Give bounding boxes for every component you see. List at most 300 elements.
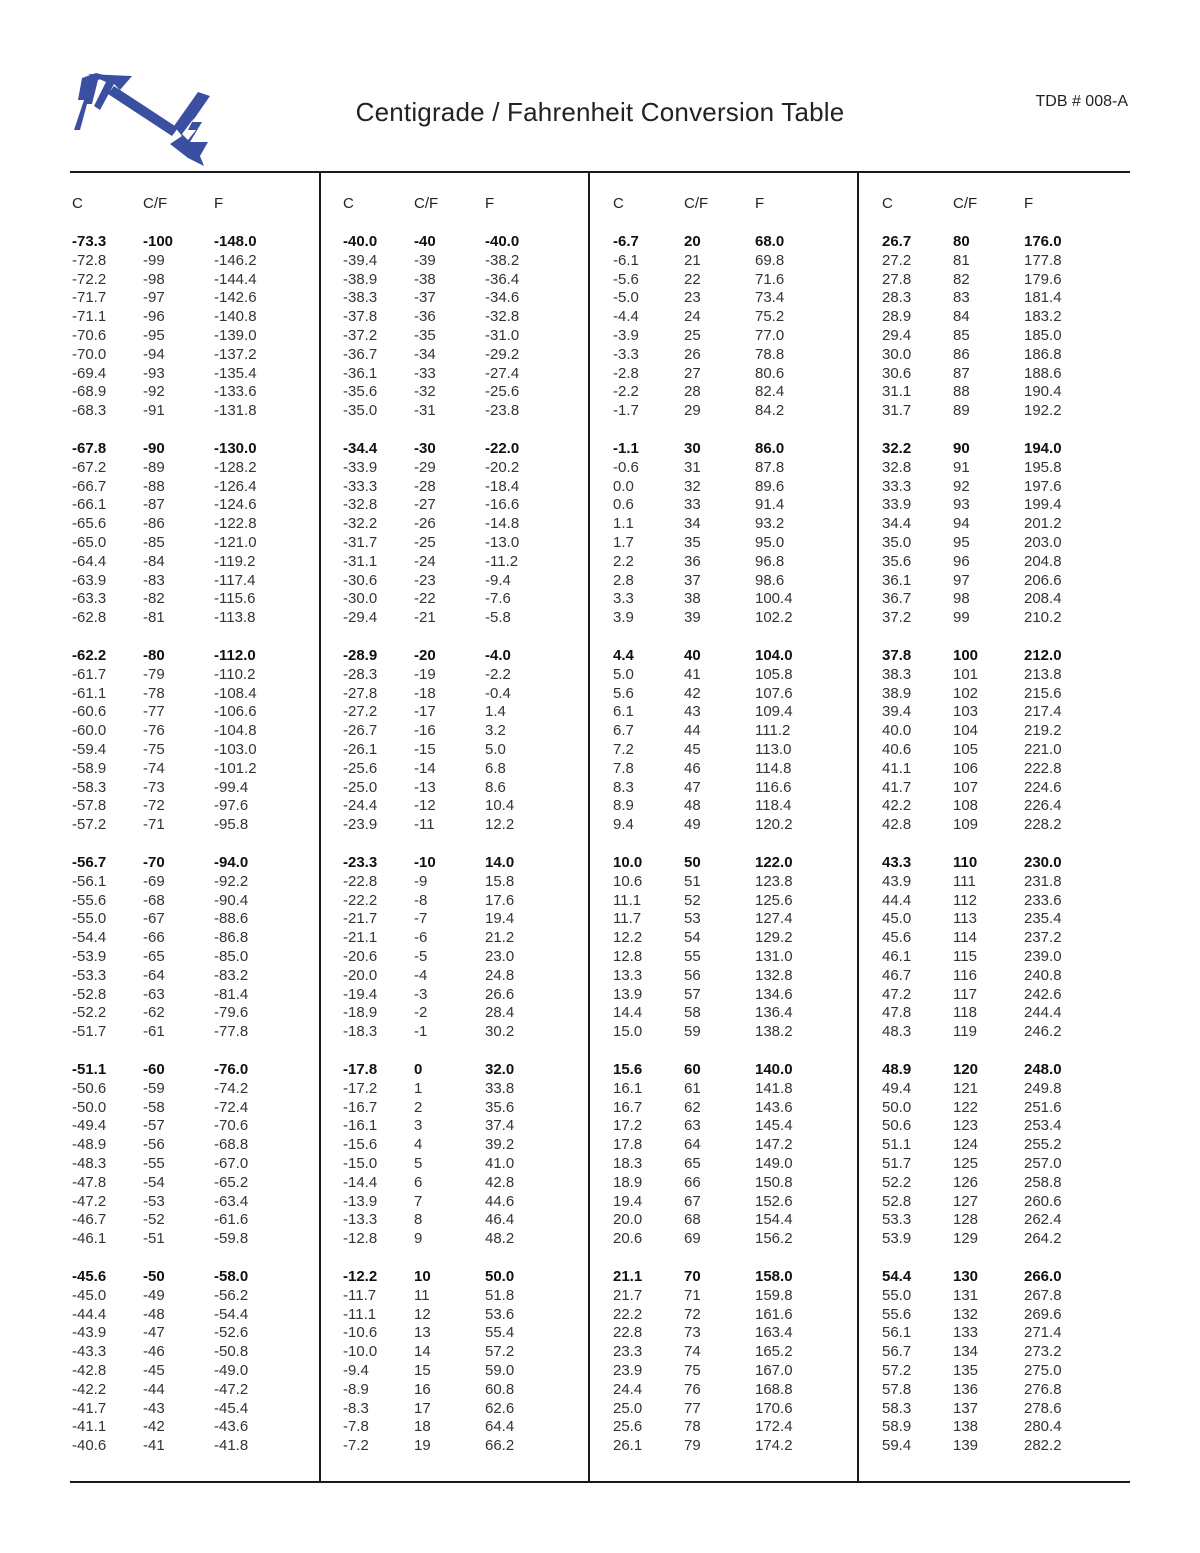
- fahrenheit-cell: 167.0: [755, 1361, 793, 1379]
- reference-cell: -100: [143, 233, 174, 250]
- celsius-cell: -63.9: [72, 571, 107, 589]
- reference-cell: 66: [684, 1173, 701, 1191]
- celsius-cell: -47.2: [72, 1192, 107, 1210]
- table-row: [341, 1004, 601, 1023]
- table-row: [70, 873, 330, 892]
- reference-cell: -36: [414, 308, 436, 326]
- reference-cell: 50: [684, 854, 701, 871]
- reference-cell: -74: [143, 759, 165, 777]
- reference-cell: -66: [143, 929, 165, 947]
- table-row: [341, 1099, 601, 1118]
- table-row: [341, 929, 601, 948]
- celsius-cell: 22.2: [613, 1305, 643, 1323]
- table-row: [341, 327, 601, 346]
- reference-cell: 52: [684, 891, 701, 909]
- reference-cell: 64: [684, 1136, 701, 1154]
- table-row: [611, 779, 871, 798]
- reference-cell: 121: [953, 1079, 979, 1097]
- fahrenheit-cell: -38.2: [485, 251, 520, 269]
- celsius-cell: -21.1: [343, 929, 378, 947]
- fahrenheit-cell: 219.2: [1024, 722, 1062, 740]
- table-row: [341, 553, 601, 572]
- table-row: [880, 534, 1140, 553]
- celsius-cell: 37.2: [882, 609, 912, 627]
- table-row: [880, 647, 1140, 666]
- table-row: [880, 1211, 1140, 1230]
- reference-cell: -60: [143, 1061, 165, 1078]
- celsius-cell: 10.6: [613, 872, 643, 890]
- reference-cell: 28: [684, 383, 701, 401]
- table-row: [70, 1004, 330, 1023]
- celsius-cell: 35.6: [882, 552, 912, 570]
- celsius-cell: -15.0: [343, 1154, 378, 1172]
- celsius-cell: -20.0: [343, 966, 378, 984]
- fahrenheit-cell: 84.2: [755, 402, 785, 420]
- table-row: [880, 1117, 1140, 1136]
- reference-cell: -5: [414, 947, 428, 965]
- table-row: [70, 1230, 330, 1249]
- celsius-cell: -26.7: [343, 722, 378, 740]
- celsius-cell: 6.1: [613, 703, 634, 721]
- celsius-cell: -37.8: [343, 308, 378, 326]
- table-row: [880, 1306, 1140, 1325]
- celsius-cell: 52.8: [882, 1192, 912, 1210]
- celsius-cell: -42.8: [72, 1361, 107, 1379]
- fahrenheit-cell: 35.6: [485, 1098, 515, 1116]
- reference-cell: -50: [143, 1268, 165, 1285]
- table-row: [70, 1362, 330, 1381]
- celsius-cell: 45.6: [882, 929, 912, 947]
- document-code: TDB # 008-A: [1035, 93, 1128, 110]
- row-group: [341, 233, 601, 440]
- celsius-cell: 11.1: [613, 891, 642, 909]
- table-row: [341, 1230, 601, 1249]
- table-row: [611, 986, 871, 1005]
- celsius-cell: 20.6: [613, 1230, 643, 1248]
- table-row: [611, 703, 871, 722]
- celsius-cell: -66.7: [72, 477, 107, 495]
- celsius-cell: 53.3: [882, 1211, 912, 1229]
- fahrenheit-cell: 276.8: [1024, 1380, 1062, 1398]
- celsius-cell: -7.8: [343, 1418, 369, 1436]
- celsius-cell: -65.6: [72, 515, 107, 533]
- table-row: [341, 271, 601, 290]
- celsius-cell: -0.6: [613, 458, 639, 476]
- celsius-cell: -39.4: [343, 251, 378, 269]
- table-row: [880, 515, 1140, 534]
- reference-cell: 0: [414, 1061, 423, 1078]
- table-row: [880, 609, 1140, 628]
- reference-cell: 9: [414, 1230, 423, 1248]
- reference-cell: -62: [143, 1004, 165, 1022]
- reference-cell: 128: [953, 1211, 979, 1229]
- fahrenheit-cell: -61.6: [214, 1211, 249, 1229]
- reference-cell: -53: [143, 1192, 165, 1210]
- reference-cell: -64: [143, 966, 165, 984]
- reference-cell: 114: [953, 929, 977, 947]
- reference-cell: 94: [953, 515, 970, 533]
- celsius-cell: 46.7: [882, 966, 912, 984]
- reference-cell: 76: [684, 1380, 701, 1398]
- fahrenheit-cell: 77.0: [755, 326, 785, 344]
- reference-cell: 34: [684, 515, 701, 533]
- celsius-cell: 47.8: [882, 1004, 912, 1022]
- reference-cell: 77: [684, 1399, 701, 1417]
- table-row: [341, 741, 601, 760]
- celsius-cell: 36.7: [882, 590, 912, 608]
- celsius-cell: -32.8: [343, 496, 378, 514]
- table-row: [70, 1400, 330, 1419]
- table-row: [341, 722, 601, 741]
- fahrenheit-cell: -101.2: [214, 759, 257, 777]
- fahrenheit-cell: -23.8: [485, 402, 520, 420]
- reference-cell: -56: [143, 1136, 165, 1154]
- reference-cell: 98: [953, 590, 970, 608]
- reference-cell: -58: [143, 1098, 165, 1116]
- fahrenheit-cell: -124.6: [214, 496, 257, 514]
- reference-cell: 67: [684, 1192, 701, 1210]
- reference-cell: 32: [684, 477, 701, 495]
- table-row: [70, 383, 330, 402]
- celsius-cell: -45.0: [72, 1286, 107, 1304]
- table-row: [880, 1418, 1140, 1437]
- fahrenheit-cell: 273.2: [1024, 1343, 1062, 1361]
- fahrenheit-cell: 239.0: [1024, 947, 1062, 965]
- celsius-cell: -70.6: [72, 326, 107, 344]
- celsius-cell: 55.0: [882, 1286, 912, 1304]
- table-row: [611, 590, 871, 609]
- reference-cell: -38: [414, 270, 436, 288]
- reference-cell: 82: [953, 270, 970, 288]
- row-group: [70, 854, 330, 1061]
- celsius-cell: 7.8: [613, 759, 634, 777]
- fahrenheit-cell: 48.2: [485, 1230, 515, 1248]
- reference-cell: 54: [684, 929, 701, 947]
- table-row: [611, 1287, 871, 1306]
- reference-cell: 57: [684, 985, 701, 1003]
- fahrenheit-cell: 109.4: [755, 703, 793, 721]
- column-header-f: F: [755, 195, 765, 212]
- celsius-cell: 57.2: [882, 1361, 912, 1379]
- celsius-cell: -62.2: [72, 647, 107, 664]
- celsius-cell: 22.8: [613, 1324, 643, 1342]
- fahrenheit-cell: -54.4: [214, 1305, 249, 1323]
- table-row: [611, 553, 871, 572]
- reference-cell: -1: [414, 1023, 428, 1041]
- celsius-cell: 55.6: [882, 1305, 912, 1323]
- reference-cell: 116: [953, 966, 977, 984]
- reference-cell: -43: [143, 1399, 165, 1417]
- table-row: [880, 741, 1140, 760]
- celsius-cell: -68.3: [72, 402, 107, 420]
- reference-cell: 72: [684, 1305, 701, 1323]
- table-row: [611, 346, 871, 365]
- table-row: [341, 308, 601, 327]
- fahrenheit-cell: 62.6: [485, 1399, 515, 1417]
- fahrenheit-cell: 275.0: [1024, 1361, 1062, 1379]
- fahrenheit-cell: 129.2: [755, 929, 793, 947]
- fahrenheit-cell: -45.4: [214, 1399, 249, 1417]
- fahrenheit-cell: -115.6: [214, 590, 256, 608]
- reference-cell: -34: [414, 345, 436, 363]
- celsius-cell: 4.4: [613, 647, 634, 664]
- table-row: [880, 1174, 1140, 1193]
- fahrenheit-cell: 5.0: [485, 740, 506, 758]
- celsius-cell: -18.3: [343, 1023, 378, 1041]
- fahrenheit-cell: 192.2: [1024, 402, 1062, 420]
- fahrenheit-cell: 44.6: [485, 1192, 515, 1210]
- celsius-cell: -13.9: [343, 1192, 378, 1210]
- celsius-cell: 36.1: [882, 571, 912, 589]
- celsius-cell: 50.6: [882, 1117, 912, 1135]
- reference-cell: 61: [684, 1079, 701, 1097]
- fahrenheit-cell: 208.4: [1024, 590, 1062, 608]
- fahrenheit-cell: 206.6: [1024, 571, 1062, 589]
- row-group: [611, 1268, 871, 1475]
- reference-cell: -49: [143, 1286, 165, 1304]
- table-row: [341, 948, 601, 967]
- table-row: [70, 327, 330, 346]
- fahrenheit-cell: -103.0: [214, 740, 257, 758]
- table-row: [70, 1061, 330, 1080]
- fahrenheit-cell: -74.2: [214, 1079, 249, 1097]
- celsius-cell: -1.1: [613, 440, 639, 457]
- table-row: [611, 271, 871, 290]
- reference-cell: 130: [953, 1268, 979, 1285]
- fahrenheit-cell: -76.0: [214, 1061, 249, 1078]
- reference-cell: -6: [414, 929, 428, 947]
- celsius-cell: 24.4: [613, 1380, 643, 1398]
- column-header-c: C: [882, 195, 893, 212]
- table-row: [70, 1099, 330, 1118]
- reference-cell: 45: [684, 740, 701, 758]
- reference-cell: 43: [684, 703, 701, 721]
- reference-cell: 106: [953, 759, 979, 777]
- fahrenheit-cell: 19.4: [485, 910, 515, 928]
- fahrenheit-cell: 255.2: [1024, 1136, 1062, 1154]
- celsius-cell: -23.3: [343, 854, 378, 871]
- fahrenheit-cell: 221.0: [1024, 740, 1062, 758]
- fahrenheit-cell: 226.4: [1024, 797, 1062, 815]
- table-row: [611, 1061, 871, 1080]
- reference-cell: 100: [953, 647, 979, 664]
- table-row: [611, 1381, 871, 1400]
- celsius-cell: 59.4: [882, 1437, 912, 1455]
- celsius-cell: 46.1: [882, 947, 912, 965]
- table-row: [70, 1136, 330, 1155]
- table-row: [880, 797, 1140, 816]
- reference-cell: -40: [414, 233, 436, 250]
- table-row: [341, 685, 601, 704]
- reference-cell: -71: [143, 816, 165, 834]
- reference-cell: 63: [684, 1117, 701, 1135]
- reference-cell: -27: [414, 496, 436, 514]
- row-group: [880, 1061, 1140, 1268]
- fahrenheit-cell: 190.4: [1024, 383, 1062, 401]
- table-row: [341, 1418, 601, 1437]
- fahrenheit-cell: 185.0: [1024, 326, 1062, 344]
- table-row: [70, 1306, 330, 1325]
- celsius-cell: -46.1: [72, 1230, 107, 1248]
- fahrenheit-cell: -88.6: [214, 910, 249, 928]
- table-row: [880, 1193, 1140, 1212]
- celsius-cell: 13.9: [613, 985, 643, 1003]
- fahrenheit-cell: -13.0: [485, 533, 520, 551]
- table-row: [341, 1080, 601, 1099]
- celsius-cell: 34.4: [882, 515, 912, 533]
- table-row: [341, 1287, 601, 1306]
- celsius-cell: -30.6: [343, 571, 378, 589]
- fahrenheit-cell: 69.8: [755, 251, 785, 269]
- table-row: [611, 534, 871, 553]
- table-row: [70, 478, 330, 497]
- reference-cell: 68: [684, 1211, 701, 1229]
- fahrenheit-cell: -137.2: [214, 345, 257, 363]
- reference-cell: -94: [143, 345, 165, 363]
- reference-cell: -61: [143, 1023, 165, 1041]
- reference-cell: 113: [953, 910, 977, 928]
- celsius-cell: -43.3: [72, 1343, 107, 1361]
- celsius-cell: 16.1: [613, 1079, 643, 1097]
- table-row: [611, 1230, 871, 1249]
- fahrenheit-cell: 71.6: [755, 270, 785, 288]
- reference-cell: -67: [143, 910, 165, 928]
- reference-cell: -54: [143, 1173, 165, 1191]
- reference-cell: -57: [143, 1117, 165, 1135]
- celsius-cell: -16.1: [343, 1117, 378, 1135]
- reference-cell: 12: [414, 1305, 431, 1323]
- fahrenheit-cell: 75.2: [755, 308, 785, 326]
- reference-cell: -70: [143, 854, 165, 871]
- celsius-cell: 57.8: [882, 1380, 912, 1398]
- reference-cell: -23: [414, 571, 436, 589]
- table-row: [341, 609, 601, 628]
- table-row: [611, 327, 871, 346]
- reference-cell: -18: [414, 684, 436, 702]
- celsius-cell: 26.1: [613, 1437, 643, 1455]
- celsius-cell: -8.3: [343, 1399, 369, 1417]
- celsius-cell: -67.2: [72, 458, 107, 476]
- table-row: [341, 892, 601, 911]
- fahrenheit-cell: -9.4: [485, 571, 511, 589]
- reference-cell: 47: [684, 778, 701, 796]
- reference-cell: 107: [953, 778, 979, 796]
- fahrenheit-cell: 111.2: [755, 722, 791, 740]
- celsius-cell: -60.6: [72, 703, 107, 721]
- table-row: [880, 873, 1140, 892]
- table-row: [70, 515, 330, 534]
- fahrenheit-cell: 3.2: [485, 722, 506, 740]
- celsius-cell: -49.4: [72, 1117, 107, 1135]
- fahrenheit-cell: -126.4: [214, 477, 257, 495]
- table-row: [611, 1023, 871, 1042]
- reference-cell: 117: [953, 985, 977, 1003]
- celsius-cell: 30.0: [882, 345, 912, 363]
- fahrenheit-cell: 64.4: [485, 1418, 515, 1436]
- row-group: [611, 1061, 871, 1268]
- fahrenheit-cell: 39.2: [485, 1136, 515, 1154]
- reference-cell: 115: [953, 947, 977, 965]
- fahrenheit-cell: 125.6: [755, 891, 793, 909]
- celsius-cell: -11.7: [343, 1286, 377, 1304]
- celsius-cell: 42.8: [882, 816, 912, 834]
- reference-cell: 97: [953, 571, 970, 589]
- fahrenheit-cell: 172.4: [755, 1418, 793, 1436]
- reference-cell: 3: [414, 1117, 423, 1135]
- celsius-cell: -52.8: [72, 985, 107, 1003]
- table-row: [880, 440, 1140, 459]
- table-row: [880, 1061, 1140, 1080]
- table-row: [70, 647, 330, 666]
- table-row: [880, 666, 1140, 685]
- table-row: [70, 892, 330, 911]
- celsius-cell: -5.0: [613, 289, 639, 307]
- table-row: [880, 1136, 1140, 1155]
- table-row: [70, 854, 330, 873]
- fahrenheit-cell: 147.2: [755, 1136, 793, 1154]
- table-row: [341, 383, 601, 402]
- reference-cell: -41: [143, 1437, 165, 1455]
- table-row: [70, 289, 330, 308]
- table-row: [70, 365, 330, 384]
- table-row: [611, 289, 871, 308]
- fahrenheit-cell: 159.8: [755, 1286, 793, 1304]
- celsius-cell: -6.7: [613, 233, 639, 250]
- table-row: [611, 873, 871, 892]
- table-row: [880, 703, 1140, 722]
- reference-cell: 84: [953, 308, 970, 326]
- table-row: [70, 948, 330, 967]
- reference-cell: -95: [143, 326, 165, 344]
- celsius-cell: -72.8: [72, 251, 107, 269]
- fahrenheit-cell: 237.2: [1024, 929, 1062, 947]
- fahrenheit-cell: 138.2: [755, 1023, 793, 1041]
- reference-cell: -37: [414, 289, 436, 307]
- celsius-cell: -18.9: [343, 1004, 378, 1022]
- fahrenheit-cell: -86.8: [214, 929, 249, 947]
- reference-cell: 25: [684, 326, 701, 344]
- reference-cell: 88: [953, 383, 970, 401]
- row-group: [341, 854, 601, 1061]
- column-header-c: C: [72, 195, 83, 212]
- table-row: [880, 1155, 1140, 1174]
- table-row: [880, 402, 1140, 421]
- celsius-cell: 41.7: [882, 778, 912, 796]
- celsius-cell: -51.1: [72, 1061, 107, 1078]
- celsius-cell: 52.2: [882, 1173, 912, 1191]
- table-row: [341, 910, 601, 929]
- reference-cell: 13: [414, 1324, 431, 1342]
- reference-cell: 96: [953, 552, 970, 570]
- reference-cell: 21: [684, 251, 701, 269]
- fahrenheit-cell: 93.2: [755, 515, 785, 533]
- fahrenheit-cell: 8.6: [485, 778, 506, 796]
- reference-cell: -90: [143, 440, 165, 457]
- reference-cell: -25: [414, 533, 436, 551]
- celsius-cell: -9.4: [343, 1361, 369, 1379]
- celsius-cell: -56.1: [72, 872, 107, 890]
- table-row: [880, 929, 1140, 948]
- fahrenheit-cell: 46.4: [485, 1211, 515, 1229]
- fahrenheit-cell: 217.4: [1024, 703, 1062, 721]
- reference-cell: -93: [143, 364, 165, 382]
- celsius-cell: 48.3: [882, 1023, 912, 1041]
- reference-cell: -21: [414, 609, 436, 627]
- table-row: [70, 459, 330, 478]
- reference-cell: 120: [953, 1061, 979, 1078]
- fahrenheit-cell: 60.8: [485, 1380, 515, 1398]
- celsius-cell: 58.9: [882, 1418, 912, 1436]
